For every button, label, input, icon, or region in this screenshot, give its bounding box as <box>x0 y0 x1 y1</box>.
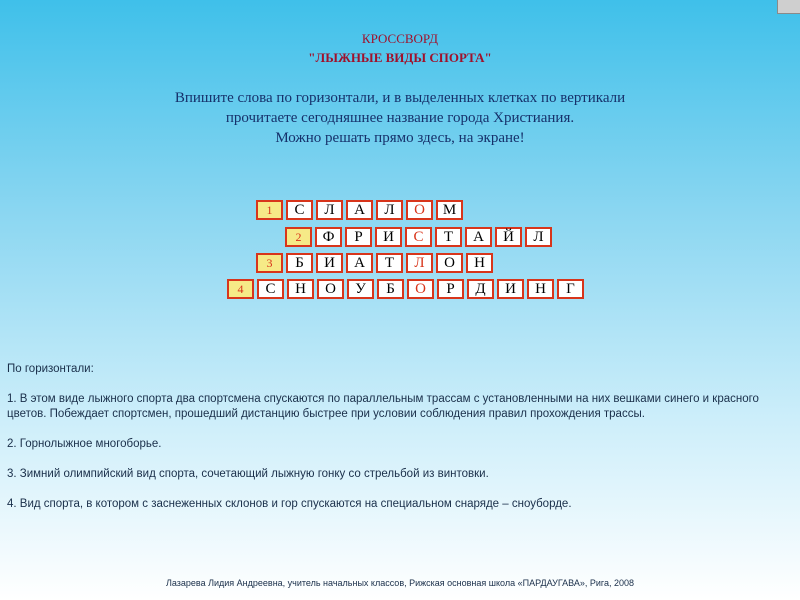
instructions-line-1: Впишите слова по горизонтали, и в выделенных клетках по вертикали <box>174 90 626 106</box>
footer-credit: Лазарева Лидия Андреевна, учитель начальных классов, Рижская основная школа «ПАРДАУГАВА», Рига, 2008 <box>165 578 635 588</box>
crossword-letter-cell[interactable]: Д <box>467 279 494 299</box>
instructions-line-2: прочитаете сегодняшнее название города Христиания. <box>225 110 575 126</box>
crossword-letter-cell[interactable]: А <box>346 200 373 220</box>
crossword-number-cell: 1 <box>256 200 283 220</box>
crossword-letter-cell[interactable]: А <box>465 227 492 247</box>
crossword-letter-cell[interactable]: М <box>436 200 463 220</box>
crossword-letter-cell[interactable]: С <box>286 200 313 220</box>
crossword-letter-cell[interactable]: Й <box>495 227 522 247</box>
crossword-letter-cell[interactable]: Л <box>525 227 552 247</box>
crossword-letter-cell[interactable]: И <box>375 227 402 247</box>
crossword-number-cell: 4 <box>227 279 254 299</box>
crossword-letter-cell[interactable]: Ф <box>315 227 342 247</box>
crossword-letter-cell[interactable]: У <box>347 279 374 299</box>
crossword-letter-cell[interactable]: И <box>497 279 524 299</box>
crossword-number-cell: 3 <box>256 253 283 273</box>
crossword-letter-cell[interactable]: С <box>257 279 284 299</box>
crossword-letter-cell[interactable]: Т <box>376 253 403 273</box>
page-title: КРОССВОРД <box>361 31 439 46</box>
crossword-letter-cell[interactable]: Н <box>287 279 314 299</box>
instructions-line-3: Можно решать прямо здесь, на экране! <box>275 130 525 146</box>
clue-1: 1. В этом виде лыжного спорта два спортсмена спускаются по параллельным трассам с установленными на них вешками синего и красного цветов. Побеждает спортсмен, прошедший дистанцию быстрее при условии соблюдения правил прохождения трассы. <box>7 393 759 420</box>
crossword-highlight-cell[interactable]: О <box>406 200 433 220</box>
crossword-letter-cell[interactable]: Р <box>345 227 372 247</box>
crossword-letter-cell[interactable]: Б <box>377 279 404 299</box>
clue-2: 2. Горнолыжное многоборье. <box>7 438 162 450</box>
crossword-highlight-cell[interactable]: О <box>407 279 434 299</box>
page-subtitle: "ЛЫЖНЫЕ ВИДЫ СПОРТА" <box>308 50 492 65</box>
crossword-letter-cell[interactable]: А <box>346 253 373 273</box>
crossword-letter-cell[interactable]: Г <box>557 279 584 299</box>
clues-panel <box>7 362 792 512</box>
crossword-letter-cell[interactable]: Р <box>437 279 464 299</box>
clues-heading: По горизонтали: <box>7 363 94 375</box>
crossword-letter-cell[interactable]: Н <box>466 253 493 273</box>
clue-4: 4. Вид спорта, в котором с заснеженных склонов и гор спускаются на специальном снаряде – сноуборде. <box>7 498 572 510</box>
crossword-number-cell: 2 <box>285 227 312 247</box>
crossword-letter-cell[interactable]: Н <box>527 279 554 299</box>
crossword-letter-cell[interactable]: Л <box>316 200 343 220</box>
crossword-letter-cell[interactable]: О <box>317 279 344 299</box>
crossword-letter-cell[interactable]: И <box>316 253 343 273</box>
crossword-highlight-cell[interactable]: С <box>405 227 432 247</box>
clue-3: 3. Зимний олимпийский вид спорта, сочетающий лыжную гонку со стрельбой из винтовки. <box>7 468 489 480</box>
crossword-letter-cell[interactable]: Т <box>435 227 462 247</box>
crossword-highlight-cell[interactable]: Л <box>406 253 433 273</box>
crossword-letter-cell[interactable]: Б <box>286 253 313 273</box>
crossword-letter-cell[interactable]: О <box>436 253 463 273</box>
window-corner-button[interactable] <box>777 0 800 14</box>
crossword-letter-cell[interactable]: Л <box>376 200 403 220</box>
